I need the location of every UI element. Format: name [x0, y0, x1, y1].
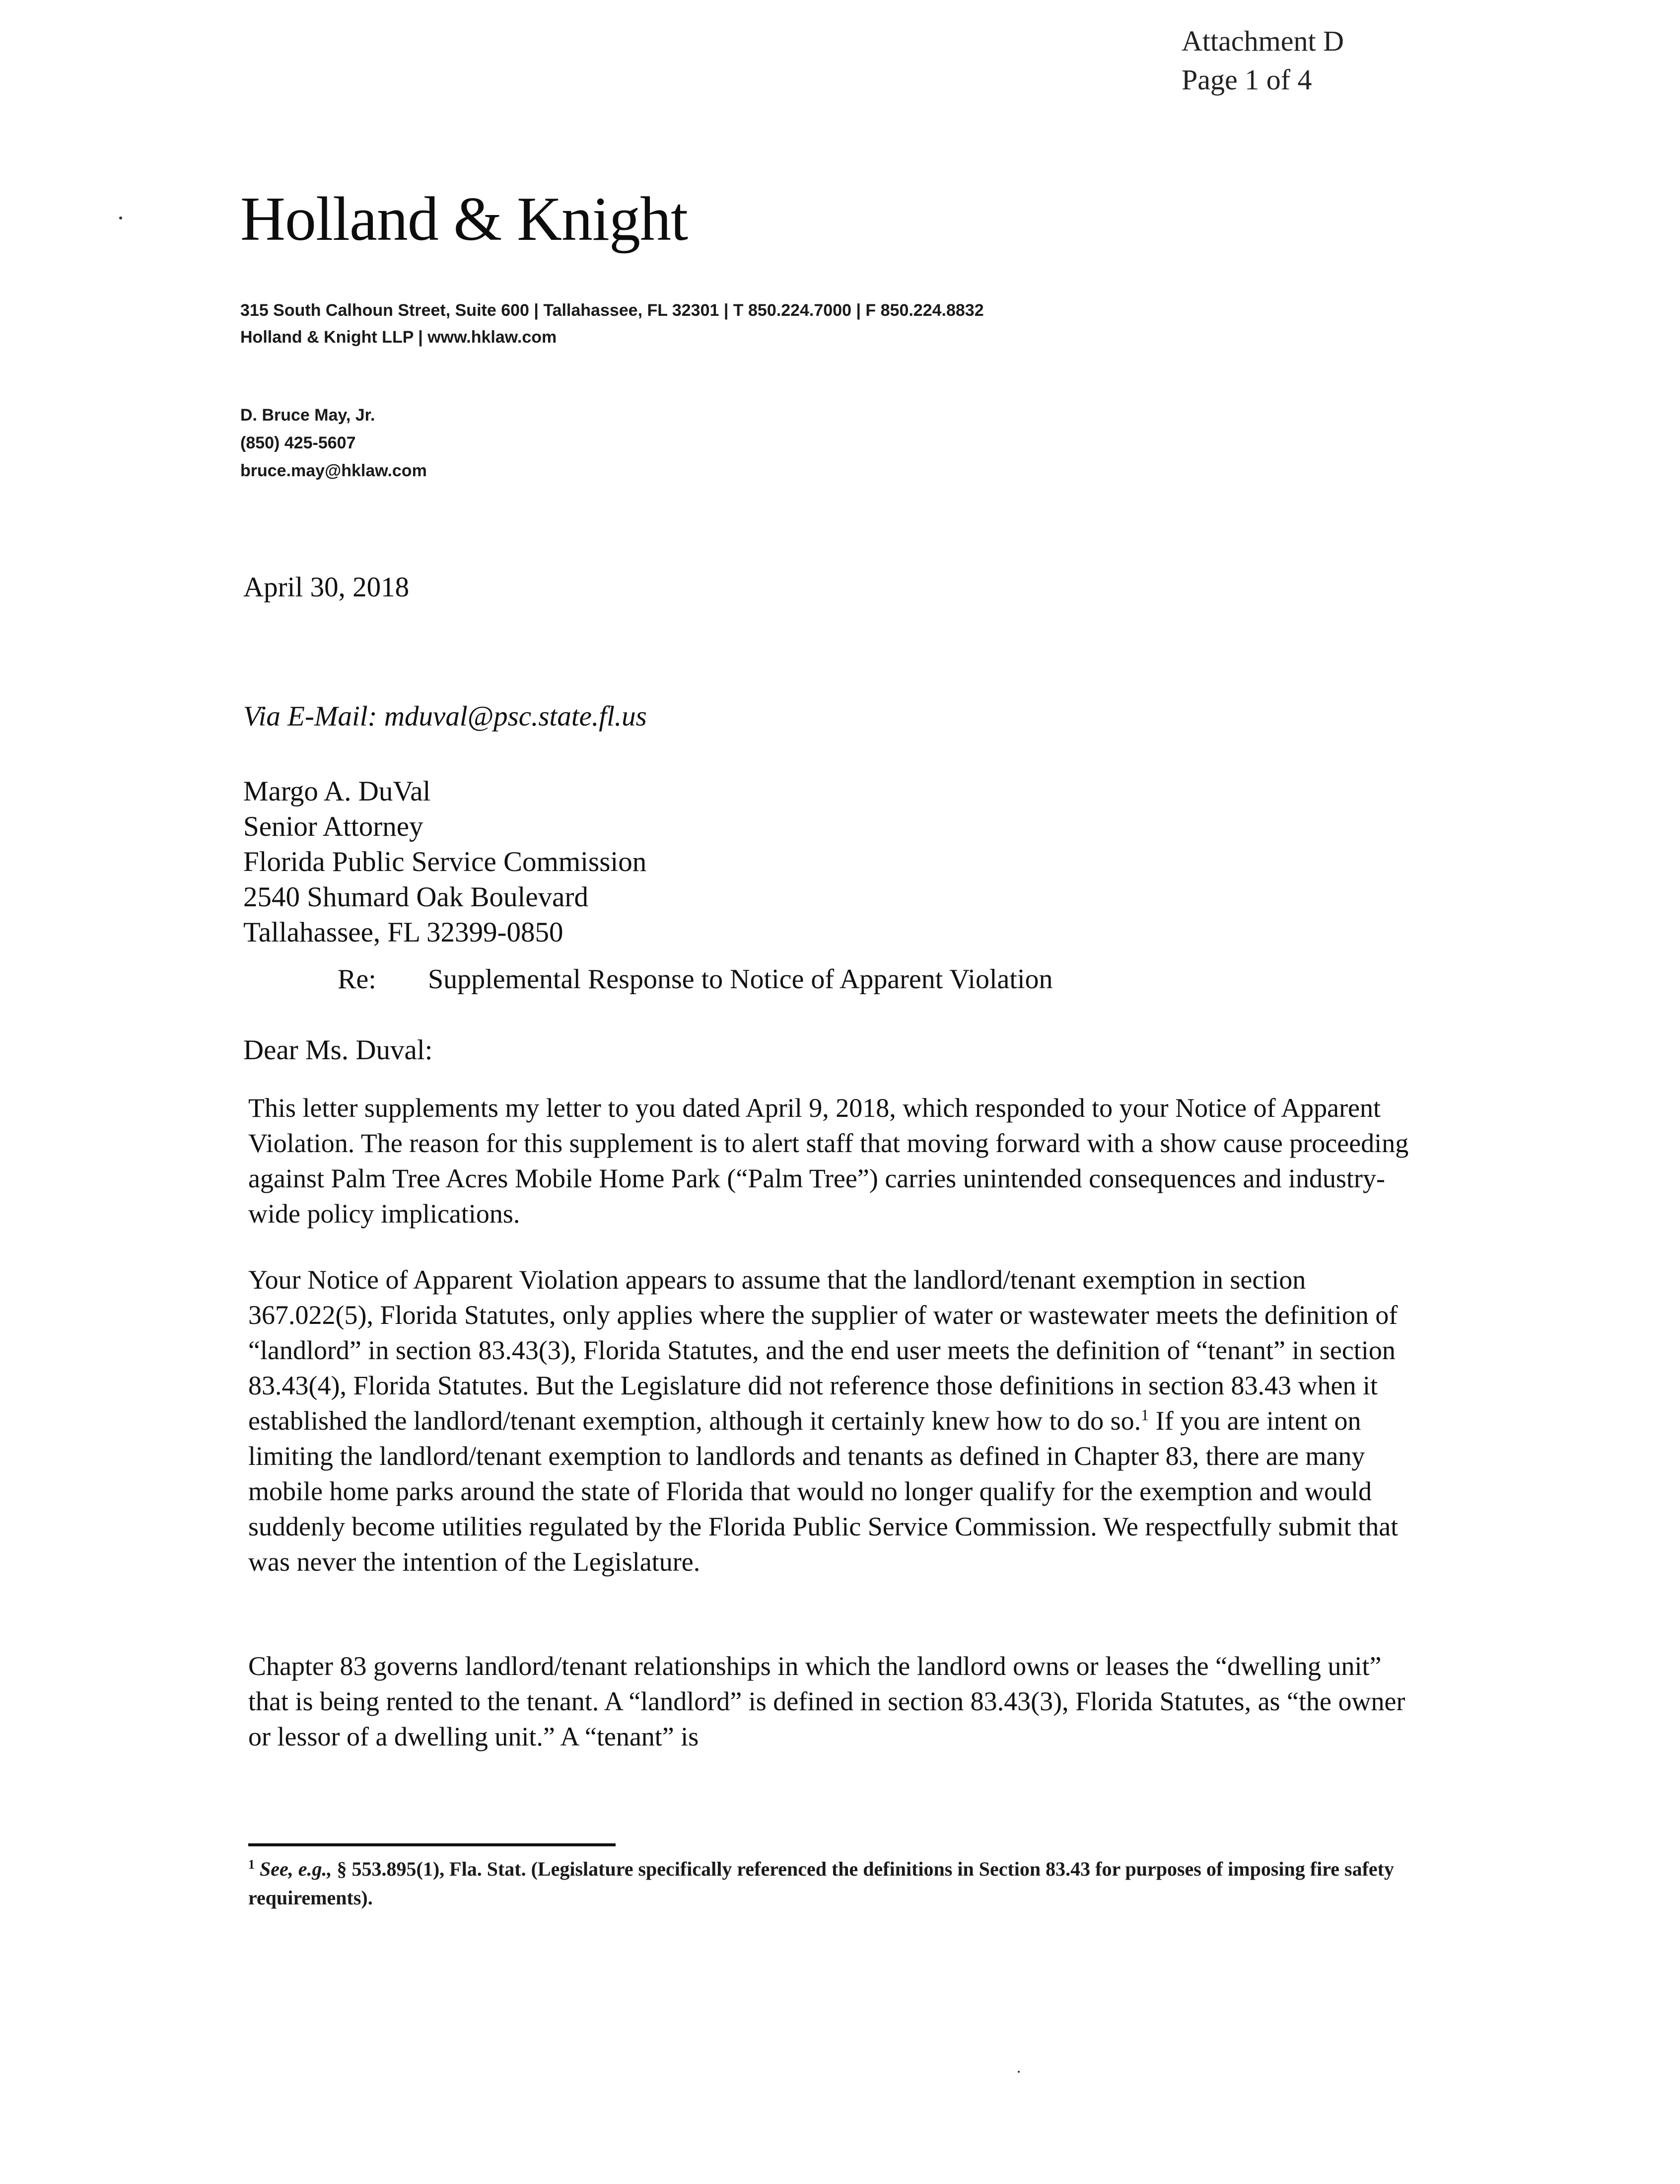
body-paragraph: Chapter 83 governs landlord/tenant relationships in which the landlord owns or leases the “dwelling unit” that is being rented to the tenant. A “landlord” is defined in section 83.43(3), Florida Statutes, as “the owner or lessor of a dwelling unit.” A “tenant” is: [248, 1651, 1405, 1751]
author-phone: (850) 425-5607: [240, 434, 356, 452]
footnote-divider: [248, 1843, 616, 1846]
paragraph-text: If you are intent on limiting the landlord/tenant exemption to landlords and tenants as defined in Chapter 83, there are many mobile home parks around the state of Florida that would no longer qualify for the exemption and would suddenly become utilities regulated by the Florida Public Service Commission. We respectfully submit that was never the intention of the Legislature.: [248, 1406, 1399, 1577]
salutation: Dear Ms. Duval:: [243, 1034, 433, 1066]
footnote-number: 1: [248, 1857, 255, 1872]
recipient-title: Senior Attorney: [243, 811, 423, 842]
attachment-header: [1182, 22, 1344, 99]
footnote-text: § 553.895(1), Fla. Stat. (Legislature specifically referenced the definitions in Section 83.43 for purposes of imposing fire safety requirements).: [248, 1858, 1394, 1909]
scan-speck: [1018, 2071, 1020, 2073]
delivery-method: Via E-Mail: mduval@psc.state.fl.us: [243, 701, 647, 732]
letter-date: April 30, 2018: [243, 572, 410, 603]
footnote-reference[interactable]: 1: [1141, 1406, 1149, 1424]
paragraph-text: Your Notice of Apparent Violation appears to assume that the landlord/tenant exemption in section 367.022(5), Florida Statutes, only applies where the supplier of water or wastewater meets the definition of “landlord” in section 83.43(3), Florida Statutes, and the end user meets the definition of “tenant” in section 83.43(4), Florida Statutes. But the Legislature did not reference those definitions in section 83.43 when it established the landlord/tenant exemption, although it certainly knew how to do so.: [248, 1265, 1398, 1436]
firm-contact-info: [240, 297, 984, 351]
firm-website: Holland & Knight LLP | www.hklaw.com: [240, 328, 557, 347]
recipient-name: Margo A. DuVal: [243, 776, 431, 807]
subject-line: [338, 963, 1053, 995]
subject-label: Re:: [338, 964, 376, 995]
scan-speck: [119, 217, 122, 219]
recipient-city: Tallahassee, FL 32399-0850: [243, 917, 563, 948]
subject-text: Supplemental Response to Notice of Apparent Violation: [428, 964, 1053, 995]
recipient-organization: Florida Public Service Commission: [243, 846, 647, 877]
author-block: [240, 401, 427, 485]
firm-logo: Holland & Knight: [240, 185, 688, 254]
body-paragraph: [248, 1262, 1420, 1580]
attachment-label: Attachment D: [1182, 25, 1344, 57]
page-number-label: Page 1 of 4: [1182, 64, 1312, 96]
footnote: [248, 1855, 1440, 1912]
firm-address: 315 South Calhoun Street, Suite 600 | Tallahassee, FL 32301 | T 850.224.7000 | F 850.224.8832: [240, 301, 984, 320]
author-name: D. Bruce May, Jr.: [240, 406, 375, 425]
recipient-address-block: [243, 774, 646, 950]
author-email: bruce.may@hklaw.com: [240, 461, 427, 480]
footnote-signal: See, e.g.,: [260, 1858, 332, 1880]
body-paragraph: This letter supplements my letter to you dated April 9, 2018, which responded to your Notice of Apparent Violation. The reason for this supplement is to alert staff that moving forward with a show cause proceeding against Palm Tree Acres Mobile Home Park (“Palm Tree”) carries unintended consequences and industry-wide policy implications.: [248, 1093, 1409, 1229]
recipient-street: 2540 Shumard Oak Boulevard: [243, 881, 588, 913]
